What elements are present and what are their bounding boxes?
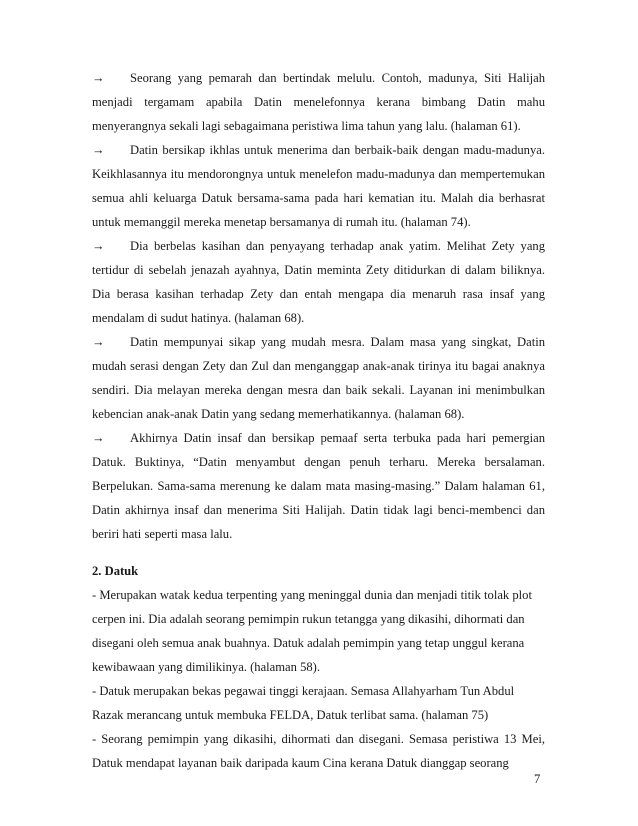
bullet-text: Datin mempunyai sikap yang mudah mesra. Dalam masa yang singkat, Datin mudah serasi dengan Zety dan Zul dan menganggap anak-anak tirinya itu bagai anaknya sendiri. Dia melayan mereka dengan mesra dan baik sekali. Layanan ini menimbulkan kebencian anak-anak Datin yang sedang memerhatikannya. (halaman 68).	[92, 335, 545, 422]
bullet-text: Seorang yang pemarah dan bertindak melulu. Contoh, madunya, Siti Halijah menjadi tergamam apabila Datin menelefonnya kerana bimbang Datin mahu menyerangnya sekali lagi sebagaimana peristiwa lima tahun yang lalu. (halaman 61).	[92, 71, 545, 134]
arrow-icon: →	[92, 431, 105, 445]
bullet-text: Akhirnya Datin insaf dan bersikap pemaaf serta terbuka pada hari pemergian Datuk. Buktinya, “Datin menyambut dengan penuh terharu. Mereka bersalaman. Berpelukan. Sama-sama merenung ke dalam mata masing-masing.” Dalam halaman 61, Datin akhirnya insaf dan menerima Siti Halijah. Datin tidak lagi benci-membenci dan beriri hati seperti masa lalu.	[92, 431, 545, 542]
section-heading: 2. Datuk	[92, 564, 139, 578]
bullet-paragraph	[92, 66, 545, 138]
point-paragraph: - Seorang pemimpin yang dikasihi, dihormati dan disegani. Semasa peristiwa 13 Mei, Datuk mendapat layanan baik daripada kaum Cina kerana Datuk dianggap seorang	[92, 732, 545, 771]
bullet-paragraph	[92, 426, 545, 546]
arrow-icon: →	[92, 143, 105, 157]
arrow-icon: →	[92, 335, 105, 349]
point-paragraph: - Merupakan watak kedua terpenting yang meninggal dunia dan menjadi titik tolak plot cerpen ini. Dia adalah seorang pemimpin rukun tetangga yang dikasihi, dihormati dan disegani oleh semua anak buahnya. Datuk adalah pemimpin yang tetap unggul kerana kewibawaan yang dimilikinya. (halaman 58).	[92, 588, 532, 675]
bullet-paragraph	[92, 330, 545, 426]
bullet-paragraph	[92, 234, 545, 330]
arrow-icon: →	[92, 71, 105, 85]
point-paragraph: - Datuk merupakan bekas pegawai tinggi kerajaan. Semasa Allahyarham Tun Abdul Razak merancang untuk membuka FELDA, Datuk terlibat sama. (halaman 75)	[92, 684, 515, 723]
arrow-icon: →	[92, 239, 105, 253]
bullet-paragraph	[92, 138, 545, 234]
page-number: 7	[534, 772, 541, 786]
bullet-text: Datin bersikap ikhlas untuk menerima dan berbaik-baik dengan madu-madunya. Keikhlasannya itu mendorongnya untuk menelefon madu-madunya dan mempertemukan semua ahli keluarga Datuk bersama-sama pada hari kematian itu. Malah dia berhasrat untuk memanggil mereka menetap bersamanya di rumah itu. (halaman 74).	[92, 143, 545, 230]
bullet-text: Dia berbelas kasihan dan penyayang terhadap anak yatim. Melihat Zety yang tertidur di sebelah jenazah ayahnya, Datin meminta Zety ditidurkan di dalam biliknya. Dia berasa kasihan terhadap Zety dan entah mengapa dia menaruh rasa insaf yang mendalam di sudut hatinya. (halaman 68).	[92, 239, 545, 326]
